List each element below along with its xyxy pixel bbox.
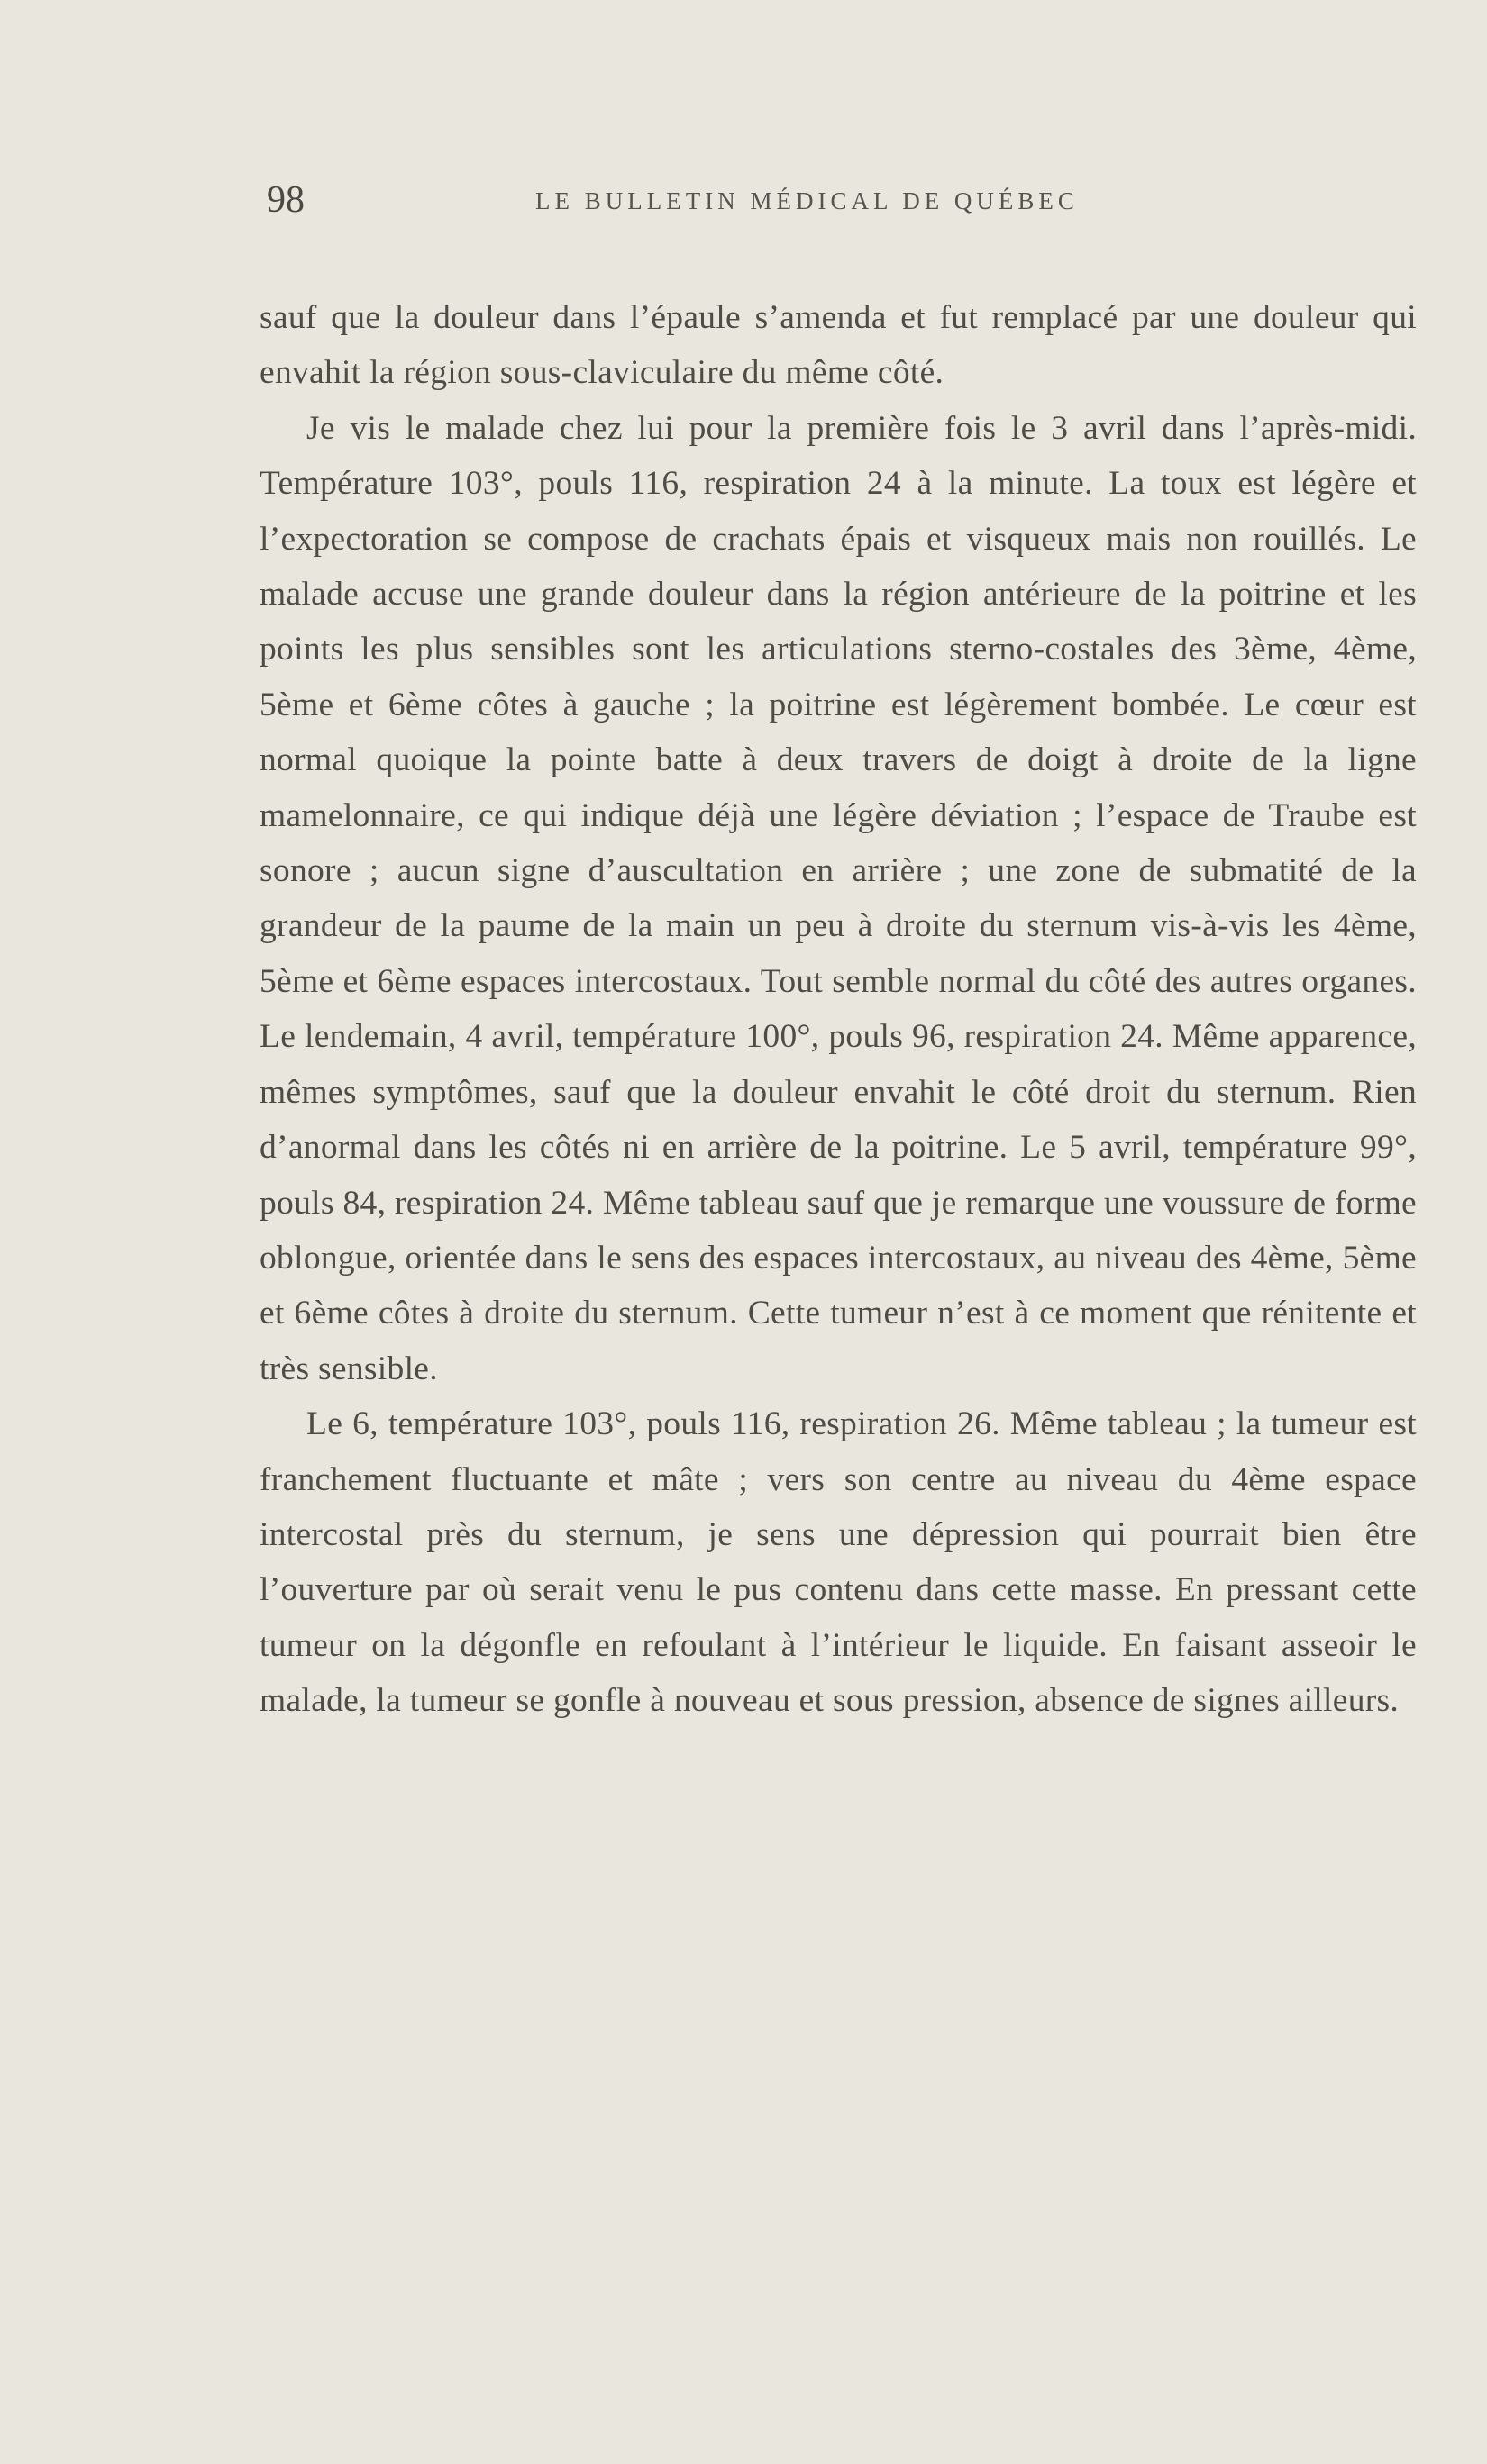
paragraph-continuation: sauf que la douleur dans l’épaule s’amenda et fut remplacé par une douleur qui envahit la région sous-claviculaire du même côté. bbox=[260, 299, 1417, 392]
page-header bbox=[267, 178, 1413, 232]
paragraph-sixth-day: Le 6, température 103°, pouls 116, respiration 26. Même tableau ; la tumeur est franchement fluctuante et mâte ; vers son centre au niveau du 4ème espace intercostal près du sternum, je sens une dépression qui pourrait bien être l’ouverture par où serait venu le pus contenu dans cette masse. En pressant cette tumeur on la dégonfle en refoulant à l’intérieur le liquide. En faisant asseoir le malade, la tumeur se gonfle à nouveau et sous pression, absence de signes ailleurs. bbox=[260, 1405, 1417, 1720]
article-body bbox=[260, 290, 1417, 1729]
paragraph-first-visit: Je vis le malade chez lui pour la première fois le 3 avril dans l’après-midi. Température 103°, pouls 116, respiration 24 à la minute. La toux est légère et l’expectoration se compose de crachats épais et visqueux mais non rouillés. Le malade accuse une grande douleur dans la région antérieure de la poitrine et les points les plus sensibles sont les articulations sterno-costales des 3ème, 4ème, 5ème et 6ème côtes à gauche ; la poitrine est légèrement bombée. Le cœur est normal quoique la pointe batte à deux travers de doigt à droite de la ligne mamelonnaire, ce qui indique déjà une légère déviation ; l’espace de Traube est sonore ; aucun signe d’auscultation en arrière ; une zone de submatité de la grandeur de la paume de la main un peu à droite du sternum vis-à-vis les 4ème, 5ème et 6ème espaces intercostaux. Tout semble normal du côté des autres organes. Le lendemain, 4 avril, température 100°, pouls 96, respiration 24. Même apparence, mêmes symptômes, sauf que la douleur envahit le côté droit du sternum. Rien d’anormal dans les côtés ni en arrière de la poitrine. Le 5 avril, température 99°, pouls 84, respiration 24. Même tableau sauf que je remarque une voussure de forme oblongue, orientée dans le sens des espaces intercostaux, au niveau des 4ème, 5ème et 6ème côtes à droite du sternum. Cette tumeur n’est à ce moment que rénitente et très sensible. bbox=[260, 409, 1417, 1387]
page-number: 98 bbox=[267, 179, 305, 221]
running-title: LE BULLETIN MÉDICAL DE QUÉBEC bbox=[535, 187, 1079, 214]
